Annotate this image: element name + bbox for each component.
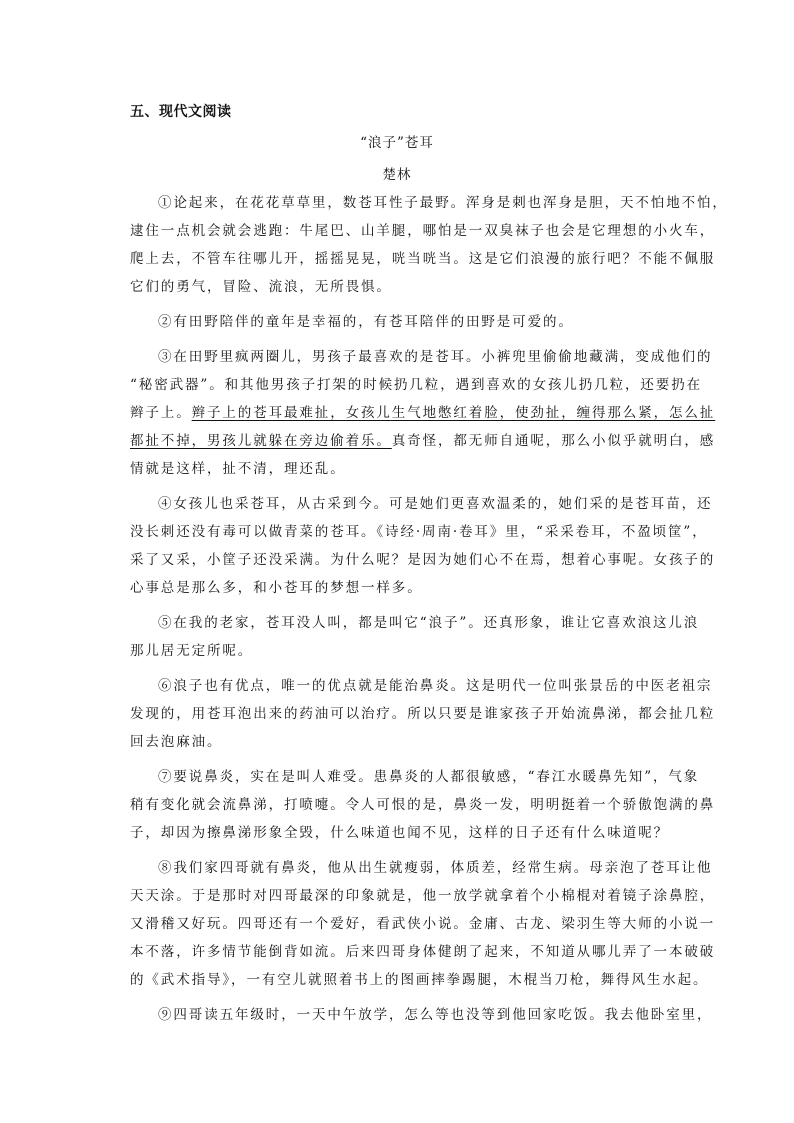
paragraph-line: 发现的，用苍耳泡出来的药油可以治疗。所以只要是谁家孩子开始流鼻涕，都会扯几粒 <box>130 706 716 722</box>
paragraph-line: 稍有变化就会流鼻涕，打喷嚏。令人可恨的是，鼻炎一发，明明挺着一个骄傲饱满的鼻 <box>130 797 716 813</box>
paragraph-line: ③在田野里疯两圈儿，男孩子最喜欢的是苍耳。小裤兜里偷偷地藏满，变成他们的 <box>158 349 713 365</box>
paragraph-9 <box>130 1001 713 1029</box>
paragraph-4 <box>130 490 716 602</box>
paragraph-line: 天天涂。于是那时对四哥最深的印象就是，他一放学就拿着个小棉棍对着镜子涂鼻腔， <box>130 888 716 904</box>
paragraph-line: ⑦要说鼻炎，实在是叫人难受。患鼻炎的人都很敏感，“春江水暖鼻先知”，气象 <box>158 769 700 785</box>
paragraph-line: ②有田野陪伴的童年是幸福的，有苍耳陪伴的田野是可爱的。 <box>158 314 574 330</box>
paragraph-line: 没长刺还没有毒可以做青菜的苍耳。《诗经·周南·卷耳》里，“采采卷耳，不盈顷筐”， <box>130 524 708 540</box>
paragraph-line: ⑧我们家四哥就有鼻炎，他从出生就瘦弱，体质差，经常生病。母亲泡了苍耳让他 <box>158 860 713 876</box>
paragraph-line: ⑤在我的老家，苍耳没人叫，都是叫它“浪子”。还真形象，谁让它喜欢浪这儿浪 <box>158 615 700 631</box>
paragraph-8 <box>130 854 716 994</box>
underlined-sentence: 辫子上的苍耳最难扯，女孩儿生气地憋红着脸，使劲扯，缠得那么紧，怎么扯 <box>191 405 716 421</box>
paragraph-3 <box>130 343 716 483</box>
paragraph-6 <box>130 672 716 756</box>
paragraph-line: “秘密武器”。和其他男孩子打架的时候扔几粒，遇到喜欢的女孩儿扔几粒，还要扔在 <box>130 377 703 393</box>
article-title: “浪子”苍耳 <box>360 135 434 151</box>
paragraph-line: 那儿居无定所呢。 <box>130 643 254 659</box>
paragraph-line: 子，却因为擦鼻涕形象全毁，什么味道也闻不见，这样的日子还有什么味道呢？ <box>130 825 669 841</box>
article-body <box>130 189 728 1036</box>
paragraph-line: ⑥浪子也有优点，唯一的优点就是能治鼻炎。这是明代一位叫张景岳的中医老祖宗 <box>158 678 713 694</box>
underlined-sentence: 都扯不掉，男孩儿就躲在旁边偷着乐。 <box>130 433 392 449</box>
paragraph-line: 采了又采，小筐子还没采满。为什么呢？是因为她们心不在焉，想着心事呢。女孩子的 <box>130 552 716 568</box>
paragraph-5 <box>130 609 700 665</box>
paragraph-line: ⑨四哥读五年级时，一天中午放学，怎么等也没等到他回家吃饭。我去他卧室里， <box>158 1007 713 1023</box>
paragraph-line: 逮住一点机会就会逃跑：牛尾巴、山羊腿，哪怕是一双臭袜子也会是它理想的小火车， <box>130 223 716 239</box>
paragraph-line: 本不落，许多情节能倒背如流。后来四哥身体健朗了起来，不知道从哪儿弄了一本破破 <box>130 944 716 960</box>
paragraph-7 <box>130 763 716 847</box>
paragraph-line: 情就是这样，扯不清，理还乱。 <box>130 461 346 477</box>
section-title: 五、现代文阅读 <box>130 104 232 120</box>
paragraph-1 <box>130 189 728 301</box>
plain-text: 辫子上。 <box>130 405 192 421</box>
paragraph-line: 爬上去，不管车往哪儿开，摇摇晃晃，咣当咣当。这是它们浪漫的旅行吧？不能不佩服 <box>130 251 716 267</box>
paragraph-line: 回去泡麻油。 <box>130 734 223 750</box>
paragraph-line: ①论起来，在花花草草里，数苍耳性子最野。浑身是刺也浑身是胆，天不怕地不怕， <box>158 195 728 211</box>
paragraph-line <box>130 399 716 427</box>
paragraph-line: 心事总是那么多，和小苍耳的梦想一样多。 <box>130 580 423 596</box>
plain-text: 真奇怪，都无师自通呢，那么小似乎就明白，感 <box>391 433 716 449</box>
author-name: 楚林 <box>382 167 412 183</box>
paragraph-line: 的《武术指导》，一有空儿就照着书上的图画摔拳踢腿，木棍当刀枪，舞得风生水起。 <box>130 972 709 988</box>
paragraph-line <box>130 427 716 455</box>
paragraph-2 <box>130 308 665 336</box>
paragraph-line: 又滑稽又好玩。四哥还有一个爱好，看武侠小说。金庸、古龙、梁羽生等大师的小说一 <box>130 916 716 932</box>
paragraph-line: ④女孩儿也采苍耳，从古采到今。可是她们更喜欢温柔的，她们采的是苍耳苗，还 <box>158 496 713 512</box>
paragraph-line: 它们的勇气，冒险、流浪，无所畏惧。 <box>130 279 392 295</box>
